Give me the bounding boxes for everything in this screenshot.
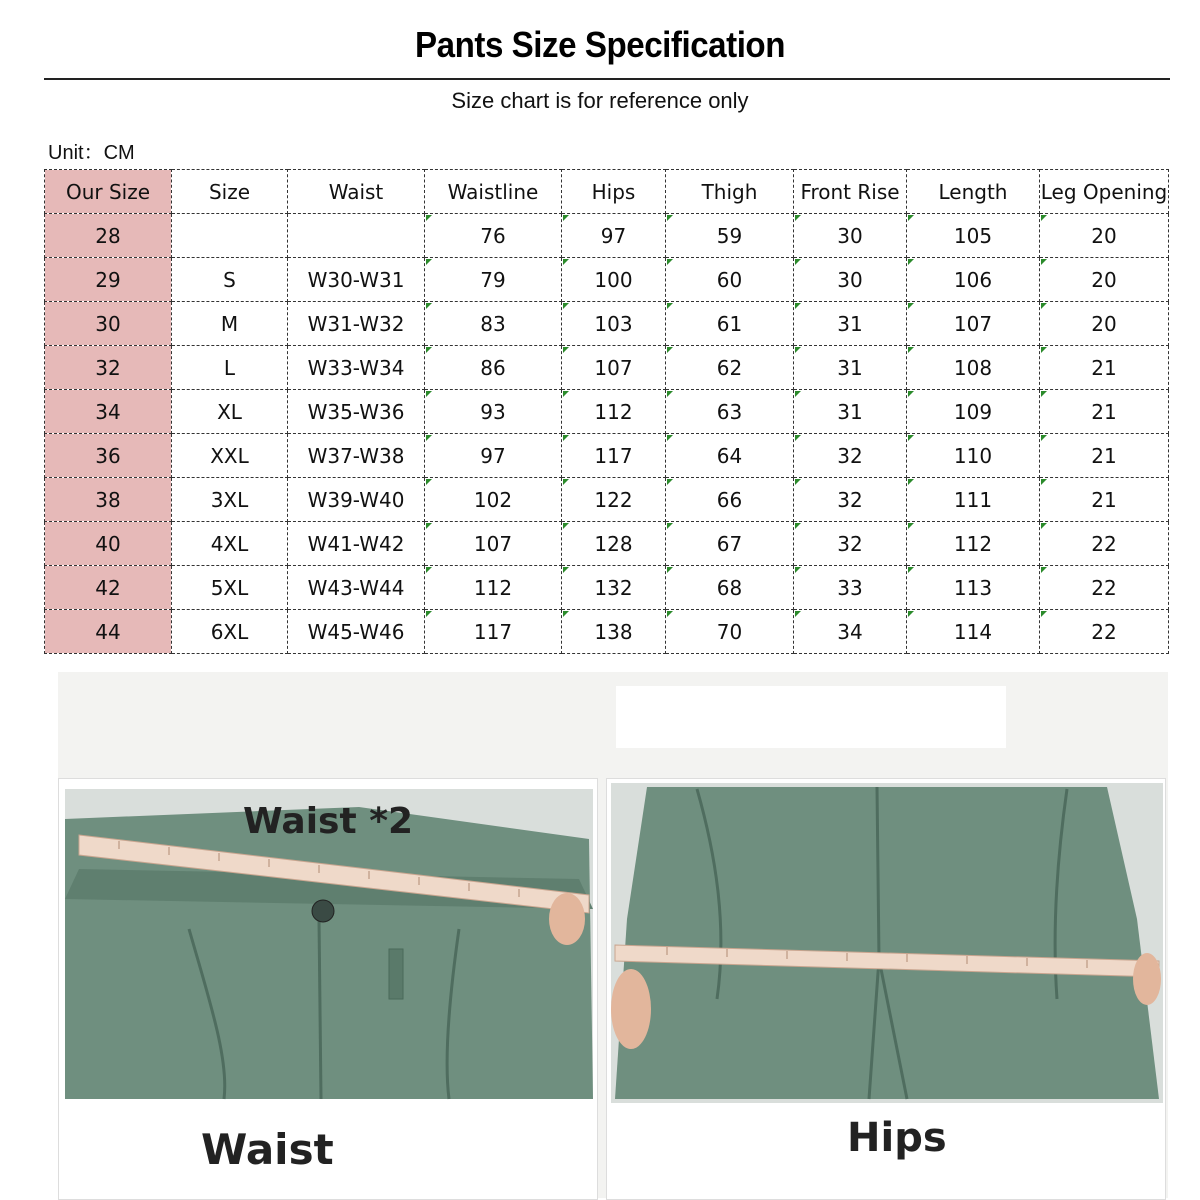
cell-size: S (172, 258, 288, 302)
header-leg-opening: Leg Opening (1040, 170, 1169, 214)
cell-length: 112 (907, 522, 1040, 566)
cell-length: 113 (907, 566, 1040, 610)
cell-corner-mark (563, 215, 569, 221)
cell-thigh: 64 (666, 434, 794, 478)
waist-photo (58, 778, 598, 1200)
cell-corner-mark (563, 523, 569, 529)
cell-waistline: 93 (425, 390, 562, 434)
table-body (45, 214, 1169, 654)
cell-size: XL (172, 390, 288, 434)
hand-right (1133, 953, 1161, 1005)
cell-corner-mark (667, 259, 673, 265)
hand (549, 893, 585, 945)
cell-hips: 97 (562, 214, 666, 258)
table-row (45, 346, 1169, 390)
cell-thigh: 63 (666, 390, 794, 434)
cell-waistline: 86 (425, 346, 562, 390)
cell-waist (288, 214, 425, 258)
cell-leg-opening: 21 (1040, 390, 1169, 434)
cell-corner-mark (426, 347, 432, 353)
cell-waist: W37-W38 (288, 434, 425, 478)
cell-hips: 132 (562, 566, 666, 610)
cell-front-rise: 31 (794, 302, 907, 346)
cell-length: 107 (907, 302, 1040, 346)
cell-corner-mark (1041, 611, 1047, 617)
cell-corner-mark (563, 567, 569, 573)
cell-front-rise: 30 (794, 214, 907, 258)
cell-waist: W43-W44 (288, 566, 425, 610)
cell-size: 6XL (172, 610, 288, 654)
table-row (45, 610, 1169, 654)
cell-our-size: 42 (45, 566, 172, 610)
cell-corner-mark (908, 567, 914, 573)
cell-front-rise: 31 (794, 390, 907, 434)
cell-corner-mark (1041, 303, 1047, 309)
cell-front-rise: 31 (794, 346, 907, 390)
cell-size: XXL (172, 434, 288, 478)
cell-front-rise: 30 (794, 258, 907, 302)
cell-leg-opening: 20 (1040, 258, 1169, 302)
cell-corner-mark (426, 523, 432, 529)
cell-our-size: 38 (45, 478, 172, 522)
cell-corner-mark (426, 611, 432, 617)
cell-hips: 138 (562, 610, 666, 654)
cell-waist: W45-W46 (288, 610, 425, 654)
cell-leg-opening: 22 (1040, 522, 1169, 566)
cell-corner-mark (795, 215, 801, 221)
table-header-row (45, 170, 1169, 214)
cell-waistline: 112 (425, 566, 562, 610)
cell-corner-mark (426, 479, 432, 485)
cell-corner-mark (908, 611, 914, 617)
cell-corner-mark (795, 435, 801, 441)
cell-waist: W31-W32 (288, 302, 425, 346)
cell-corner-mark (563, 259, 569, 265)
cell-waist: W39-W40 (288, 478, 425, 522)
cell-front-rise: 34 (794, 610, 907, 654)
belt-loop (389, 949, 403, 999)
cell-hips: 112 (562, 390, 666, 434)
cell-hips: 103 (562, 302, 666, 346)
cell-corner-mark (426, 303, 432, 309)
cell-corner-mark (795, 523, 801, 529)
cell-corner-mark (908, 523, 914, 529)
header-waistline: Waistline (425, 170, 562, 214)
cell-thigh: 67 (666, 522, 794, 566)
unit-label: Unit：CM (48, 142, 135, 164)
cell-size: 4XL (172, 522, 288, 566)
cell-waistline: 102 (425, 478, 562, 522)
pants-fabric (615, 787, 1159, 1099)
cell-length: 111 (907, 478, 1040, 522)
cell-corner-mark (795, 303, 801, 309)
page-title: Pants Size Specification (415, 24, 785, 65)
fly-seam (319, 919, 321, 1099)
cell-corner-mark (795, 259, 801, 265)
hips-photo (606, 778, 1166, 1200)
subtitle: Size chart is for reference only (451, 88, 749, 113)
header-our-size: Our Size (45, 170, 172, 214)
cell-corner-mark (1041, 479, 1047, 485)
cell-corner-mark (1041, 567, 1047, 573)
cell-waist: W30-W31 (288, 258, 425, 302)
waist-caption: Waist (201, 1125, 334, 1174)
cell-our-size: 40 (45, 522, 172, 566)
cell-corner-mark (1041, 259, 1047, 265)
cell-leg-opening: 20 (1040, 214, 1169, 258)
cell-size: 5XL (172, 566, 288, 610)
cell-our-size: 36 (45, 434, 172, 478)
cell-corner-mark (908, 303, 914, 309)
cell-corner-mark (563, 435, 569, 441)
cell-corner-mark (1041, 523, 1047, 529)
cell-thigh: 61 (666, 302, 794, 346)
cell-our-size: 44 (45, 610, 172, 654)
cell-waistline: 76 (425, 214, 562, 258)
cell-corner-mark (795, 567, 801, 573)
cell-corner-mark (426, 215, 432, 221)
cell-corner-mark (1041, 347, 1047, 353)
cell-corner-mark (667, 435, 673, 441)
cell-corner-mark (1041, 391, 1047, 397)
cell-size: 3XL (172, 478, 288, 522)
cell-corner-mark (908, 259, 914, 265)
header-front-rise: Front Rise (794, 170, 907, 214)
title-divider (44, 78, 1170, 80)
cell-our-size: 32 (45, 346, 172, 390)
header-size: Size (172, 170, 288, 214)
cell-corner-mark (426, 391, 432, 397)
cell-corner-mark (667, 215, 673, 221)
cell-thigh: 70 (666, 610, 794, 654)
cell-corner-mark (667, 303, 673, 309)
cell-waistline: 107 (425, 522, 562, 566)
table-row (45, 434, 1169, 478)
table-row (45, 258, 1169, 302)
header-thigh: Thigh (666, 170, 794, 214)
cell-corner-mark (426, 259, 432, 265)
hips-caption: Hips (847, 1115, 947, 1161)
cell-waistline: 117 (425, 610, 562, 654)
cell-hips: 100 (562, 258, 666, 302)
cell-front-rise: 32 (794, 478, 907, 522)
cell-thigh: 68 (666, 566, 794, 610)
cell-corner-mark (908, 435, 914, 441)
cell-thigh: 59 (666, 214, 794, 258)
cell-corner-mark (563, 391, 569, 397)
cell-corner-mark (667, 479, 673, 485)
table-row (45, 566, 1169, 610)
blank-label-area (616, 686, 1006, 748)
cell-waistline: 79 (425, 258, 562, 302)
waist-note: Waist *2 (243, 801, 414, 842)
cell-corner-mark (795, 391, 801, 397)
cell-our-size: 28 (45, 214, 172, 258)
cell-length: 105 (907, 214, 1040, 258)
cell-corner-mark (563, 347, 569, 353)
cell-front-rise: 32 (794, 522, 907, 566)
header-hips: Hips (562, 170, 666, 214)
table-row (45, 390, 1169, 434)
cell-length: 108 (907, 346, 1040, 390)
cell-corner-mark (1041, 215, 1047, 221)
cell-corner-mark (563, 611, 569, 617)
hand-left (611, 969, 651, 1049)
cell-leg-opening: 21 (1040, 346, 1169, 390)
cell-corner-mark (667, 523, 673, 529)
cell-corner-mark (667, 567, 673, 573)
cell-our-size: 29 (45, 258, 172, 302)
cell-corner-mark (908, 347, 914, 353)
button (312, 900, 334, 922)
cell-corner-mark (908, 391, 914, 397)
cell-leg-opening: 21 (1040, 434, 1169, 478)
cell-thigh: 66 (666, 478, 794, 522)
cell-corner-mark (667, 611, 673, 617)
cell-size (172, 214, 288, 258)
cell-length: 106 (907, 258, 1040, 302)
cell-corner-mark (908, 479, 914, 485)
cell-hips: 128 (562, 522, 666, 566)
cell-front-rise: 33 (794, 566, 907, 610)
cell-length: 109 (907, 390, 1040, 434)
cell-hips: 117 (562, 434, 666, 478)
cell-hips: 122 (562, 478, 666, 522)
cell-corner-mark (563, 479, 569, 485)
cell-corner-mark (667, 347, 673, 353)
cell-our-size: 34 (45, 390, 172, 434)
cell-leg-opening: 22 (1040, 610, 1169, 654)
cell-our-size: 30 (45, 302, 172, 346)
cell-thigh: 60 (666, 258, 794, 302)
cell-thigh: 62 (666, 346, 794, 390)
size-table (44, 169, 1169, 654)
cell-hips: 107 (562, 346, 666, 390)
header-length: Length (907, 170, 1040, 214)
cell-corner-mark (426, 435, 432, 441)
cell-waist: W35-W36 (288, 390, 425, 434)
header-waist: Waist (288, 170, 425, 214)
table-row (45, 302, 1169, 346)
cell-corner-mark (795, 347, 801, 353)
cell-corner-mark (795, 479, 801, 485)
cell-waistline: 97 (425, 434, 562, 478)
cell-corner-mark (795, 611, 801, 617)
table-row (45, 214, 1169, 258)
cell-corner-mark (563, 303, 569, 309)
table-row (45, 478, 1169, 522)
cell-front-rise: 32 (794, 434, 907, 478)
table-row (45, 522, 1169, 566)
cell-waist: W41-W42 (288, 522, 425, 566)
cell-corner-mark (908, 215, 914, 221)
cell-waistline: 83 (425, 302, 562, 346)
cell-length: 110 (907, 434, 1040, 478)
cell-waist: W33-W34 (288, 346, 425, 390)
cell-leg-opening: 20 (1040, 302, 1169, 346)
cell-size: M (172, 302, 288, 346)
cell-corner-mark (1041, 435, 1047, 441)
cell-size: L (172, 346, 288, 390)
cell-leg-opening: 22 (1040, 566, 1169, 610)
cell-length: 114 (907, 610, 1040, 654)
cell-corner-mark (426, 567, 432, 573)
cell-corner-mark (667, 391, 673, 397)
cell-leg-opening: 21 (1040, 478, 1169, 522)
